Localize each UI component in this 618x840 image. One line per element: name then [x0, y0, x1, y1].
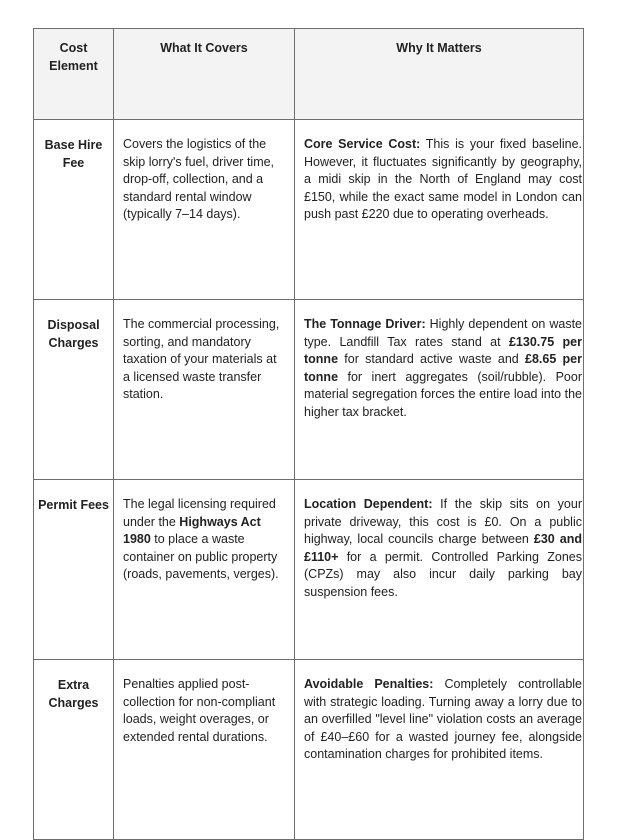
matters-lead: Avoidable Penalties:: [304, 677, 434, 691]
header-cost-element: Cost Element: [34, 29, 114, 120]
matters-lead: The Tonnage Driver:: [304, 317, 426, 331]
covers-cell: Covers the logistics of the skip lorry's fuel, driver time, drop-off, collection, and a standard rental window (typically 7–14 days).: [114, 120, 295, 300]
permit-price-range: £30 and £110+: [304, 532, 582, 564]
header-what-it-covers: What It Covers: [114, 29, 295, 120]
table-header-row: [34, 29, 584, 120]
landfill-rate-inert: £8.65 per tonne: [304, 352, 582, 384]
cost-breakdown-table: [33, 28, 584, 840]
matters-cell: Core Service Cost: This is your fixed baseline. However, it fluctuates significantly by geography, a midi skip in the North of England may cost £150, while the exact same model in London can push past £220 due to operating overheads.: [295, 120, 584, 300]
matters-cell: Avoidable Penalties: Completely controllable with strategic loading. Turning away a lorry due to an overfilled "level line" violation costs an average of £40–£60 for a wasted journey fee, alongside contamination charges for prohibited items.: [295, 660, 584, 840]
covers-cell: Penalties applied post-collection for non-compliant loads, weight overages, or extended rental durations.: [114, 660, 295, 840]
table-row-disposal-charges: [34, 300, 584, 480]
matters-cell: The Tonnage Driver: Highly dependent on waste type. Landfill Tax rates stand at £130.75 per tonne for standard active waste and £8.65 per tonne for inert aggregates (soil/rubble). Poor material segregation forces the entire load into the higher tax bracket.: [295, 300, 584, 480]
highways-act-reference: Highways Act 1980: [123, 514, 261, 546]
cost-element-cell: Base Hire Fee: [34, 120, 114, 300]
landfill-rate-active: £130.75 per tonne: [304, 334, 582, 366]
covers-cell: The commercial processing, sorting, and mandatory taxation of your materials at a licensed waste transfer station.: [114, 300, 295, 480]
matters-cell: Location Dependent: If the skip sits on your private driveway, this cost is £0. On a public highway, local councils charge between £30 and £110+ for a permit. Controlled Parking Zones (CPZs) may also incur daily parking bay suspension fees.: [295, 480, 584, 660]
table-row-permit-fees: [34, 480, 584, 660]
matters-lead: Core Service Cost:: [304, 137, 421, 151]
covers-cell: The legal licensing required under the Highways Act 1980 to place a waste container on public property (roads, pavements, verges).: [114, 480, 295, 660]
matters-lead: Location Dependent:: [304, 497, 433, 511]
table-row-base-hire-fee: [34, 120, 584, 300]
cost-element-cell: Disposal Charges: [34, 300, 114, 480]
cost-element-cell: Permit Fees: [34, 480, 114, 660]
cost-element-cell: Extra Charges: [34, 660, 114, 840]
header-why-it-matters: Why It Matters: [295, 29, 584, 120]
table-row-extra-charges: [34, 660, 584, 840]
